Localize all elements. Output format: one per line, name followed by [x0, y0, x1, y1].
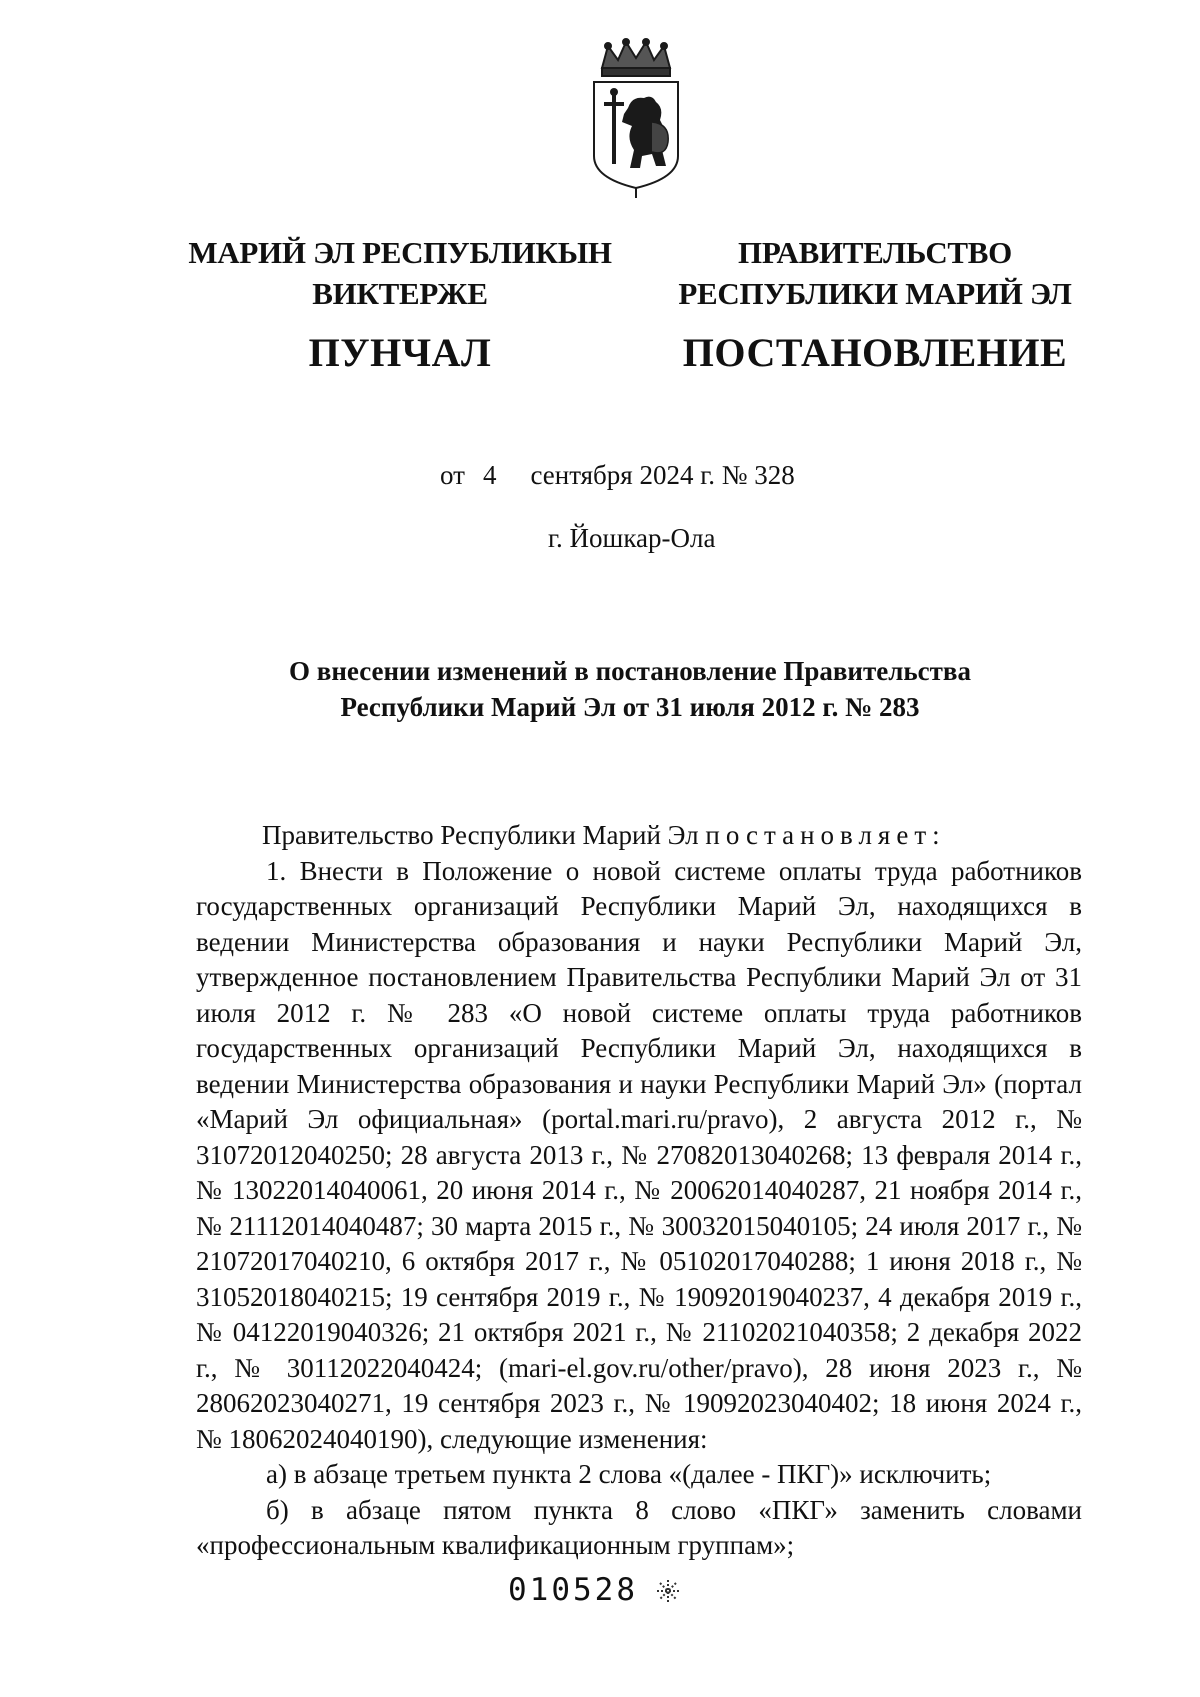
- date-prefix: от: [440, 460, 465, 490]
- header-left-line1: МАРИЙ ЭЛ РЕСПУБЛИКЫН: [188, 235, 612, 270]
- intro-paragraph: [196, 818, 1082, 854]
- document-date: [440, 460, 795, 491]
- header-left-line2: ВИКТЕРЖЕ: [312, 276, 488, 311]
- intro-spaced-verb: постановляет:: [705, 820, 946, 850]
- document-body: [196, 818, 1082, 1564]
- asterisk-mark-icon: [655, 1578, 681, 1604]
- header-right-russian: [660, 232, 1090, 378]
- coat-of-arms-icon: [588, 38, 684, 206]
- title-line2: Республики Марий Эл от 31 июля 2012 г. № 283: [340, 692, 920, 722]
- paragraph-1: 1. Внести в Положение о новой системе оплаты труда работников государственных организаций Республики Марий Эл, находящихся в ведении Министерства образования и науки Республики Марий Эл, утвержденное постановлением Правительства Республики Марий Эл от 31 июля 2012 г. № 283 «О новой системе оплаты труда работников государственных организаций Республики Марий Эл, находящихся в ведении Министерства образования и науки Республики Марий Эл» (портал «Марий Эл официальная» (portal.mari.ru/pravo), 2 августа 2012 г., № 31072012040250; 28 августа 2013 г., № 27082013040268; 13 февраля 2014 г., № 13022014040061, 20 июня 2014 г., № 20062014040287, 21 ноября 2014 г., № 21112014040487; 30 марта 2015 г., № 30032015040105; 24 июля 2017 г., № 21072017040210, 6 октября 2017 г., № 05102017040288; 1 июня 2018 г., № 31052018040215; 19 сентября 2019 г., № 19092019040237, 4 декабря 2019 г., № 04122019040326; 21 октября 2021 г., № 21102021040358; 2 декабря 2022 г., № 30112022040424; (mari-el.gov.ru/other/pravo), 28 июня 2023 г., № 28062023040271, 19 сентября 2023 г., № 19092023040402; 18 июня 2024 г., № 18062024040190), следующие изменения:: [196, 855, 1082, 1454]
- document-title: [180, 653, 1080, 725]
- footer-serial-number: 010528: [508, 1572, 638, 1608]
- header-left-doc-type: ПУНЧАЛ: [308, 330, 492, 375]
- header-left-mari: [180, 232, 620, 378]
- header-right-line2: РЕСПУБЛИКИ МАРИЙ ЭЛ: [678, 276, 1072, 311]
- intro-lead: Правительство Республики Марий Эл: [262, 820, 706, 850]
- title-line1: О внесении изменений в постановление Правительства: [289, 656, 971, 686]
- item-a: а) в абзаце третьем пункта 2 слова «(далее - ПКГ)» исключить;: [266, 1459, 992, 1489]
- date-rest: сентября 2024 г. № 328: [530, 460, 795, 490]
- header-right-doc-type: ПОСТАНОВЛЕНИЕ: [682, 330, 1068, 375]
- date-day: 4: [482, 460, 497, 490]
- item-b: б) в абзаце пятом пункта 8 слово «ПКГ» заменить словами «профессиональным квалификационным группам»;: [196, 1494, 1082, 1560]
- header-right-line1: ПРАВИТЕЛЬСТВО: [738, 235, 1012, 270]
- document-city: г. Йошкар-Ола: [548, 523, 716, 553]
